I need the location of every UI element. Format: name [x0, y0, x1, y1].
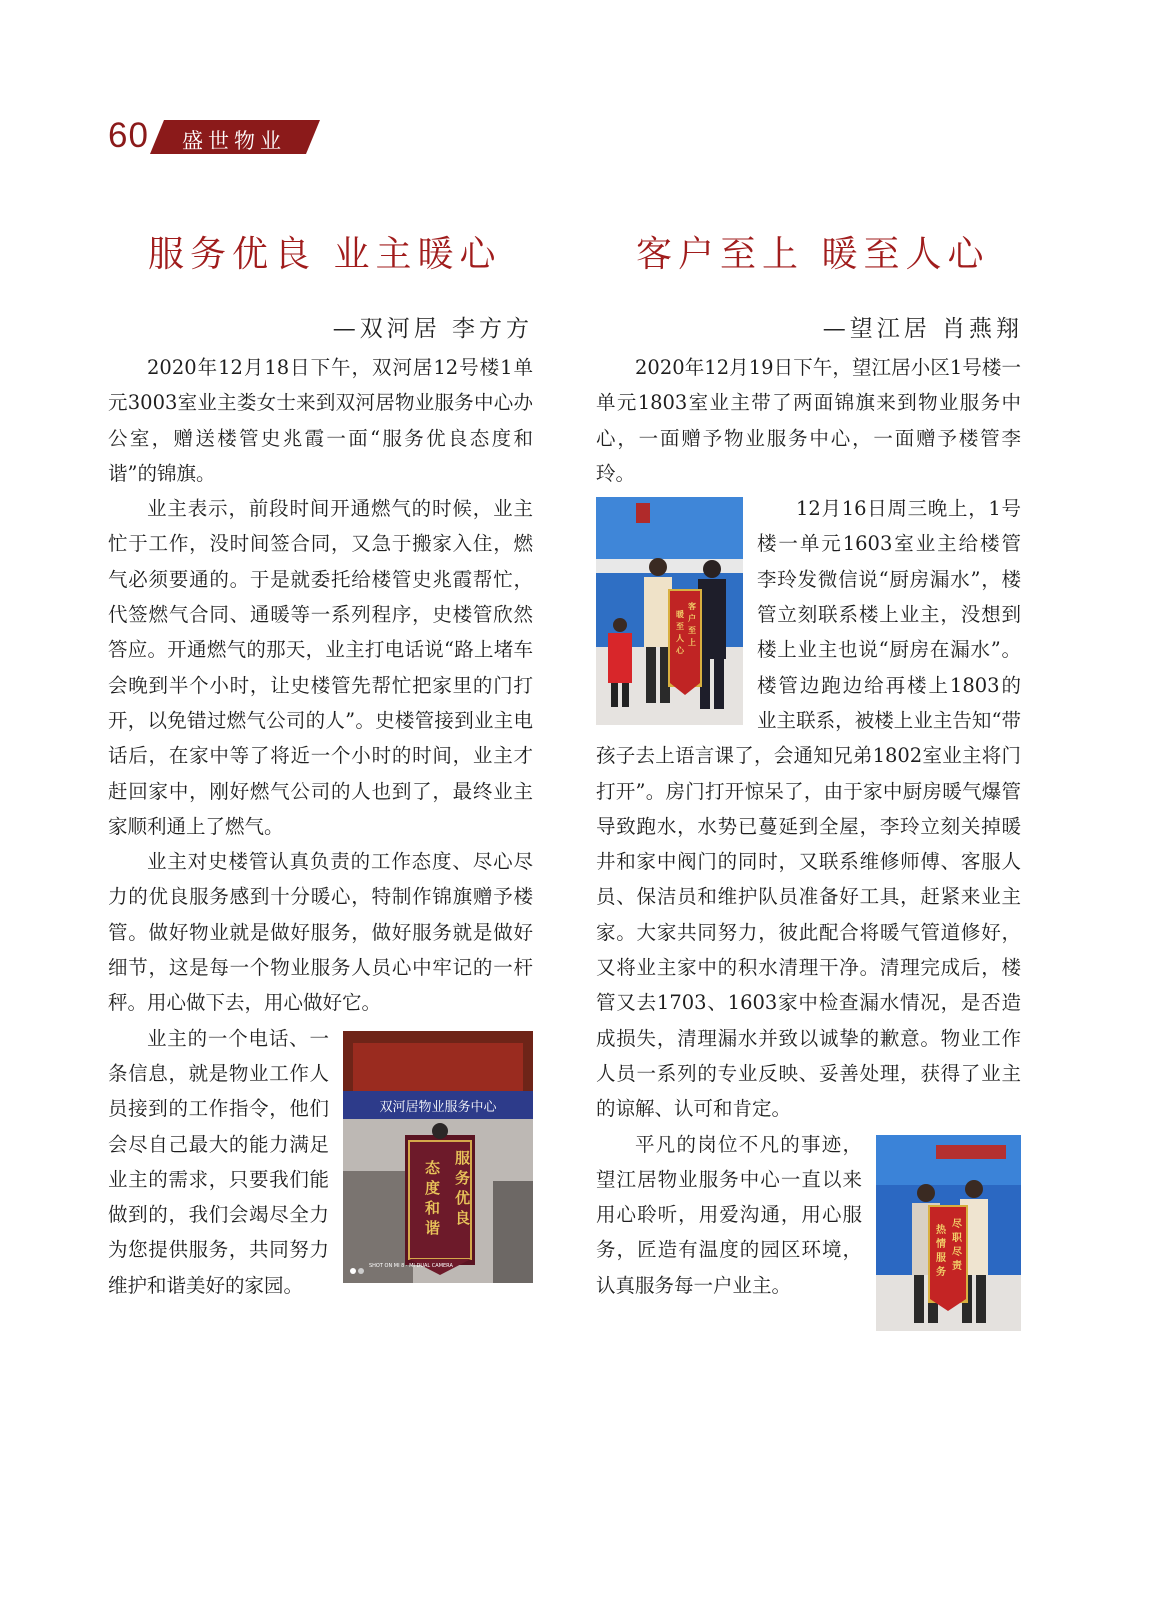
svg-text:暖: 暖	[676, 609, 684, 620]
banner-main-1: 服	[455, 1148, 471, 1167]
svg-text:责: 责	[952, 1260, 962, 1272]
svg-text:务: 务	[936, 1266, 946, 1278]
paragraph: 业主的一个电话、一条信息，就是物业工作人员接到的工作指令，他们会尽自己最大的能力满足业主的需求，只要我们能做到的，我们会竭尽全力为您提供服务，共同努力维护和谐美好的家园。	[108, 1026, 329, 1297]
svg-text:情: 情	[936, 1238, 946, 1250]
section-title: 盛世物业	[182, 129, 286, 153]
photo-banner-wangjiang-1	[596, 497, 743, 725]
svg-text:至: 至	[688, 625, 696, 636]
svg-text:务: 务	[455, 1168, 471, 1187]
svg-text:户: 户	[688, 613, 696, 624]
svg-text:职: 职	[952, 1232, 962, 1244]
paragraph: 2020年12月18日下午，双河居12号楼1单元3003室业主娄女士来到双河居物业服务中心办公室，赠送楼管史兆霞一面“服务优良态度和谐”的锦旗。	[108, 356, 533, 485]
svg-text:心: 心	[676, 645, 684, 656]
svg-text:良: 良	[455, 1208, 471, 1227]
paragraph: 2020年12月19日下午，望江居小区1号楼一单元1803室业主带了两面锦旗来到物业服务中心，一面赠予物业服务中心，一面赠予楼管李玲。	[596, 356, 1021, 485]
article-title-right: 客户至上 暖至人心	[636, 234, 990, 275]
svg-text:人: 人	[676, 633, 684, 644]
svg-text:上: 上	[688, 637, 696, 648]
page-number: 60	[108, 116, 149, 155]
camera-watermark: SHOT ON MI 8 · MI DUAL CAMERA	[369, 1262, 453, 1269]
svg-text:尽: 尽	[952, 1246, 962, 1258]
svg-text:优: 优	[455, 1188, 471, 1207]
photo-banner-wangjiang-2	[876, 1135, 1021, 1331]
paragraph: 12月16日周三晚上，1号楼一单元1603室业主给楼管李玲发微信说“厨房漏水”，楼管立刻联系楼上业主，没想到楼上业主也说“厨房在漏水”。楼管边跑边给再楼上1803的业主联系，被楼上业主告知“带孩子去上语言课了，会通知兄弟1802室业主将门打开”。房门打开惊呆了，由于家中厨房暖气爆管导致跑水，水势已蔓延到全屋，李玲立刻关掉暖井和家中阀门的同时，又联系维修师傅、客服人员、保洁员和维护队员准备好工具，赶紧来业主家。大家共同努力，彼此配合将暖气管道修好，又将业主家中的积水清理干净。清理完成后，楼管又去1703、1603家中检查漏水情况，是否造成损失，清理漏水并致以诚挚的歉意。物业工作人员一系列的专业反映、妥善处理，获得了业主的谅解、认可和肯定。	[596, 497, 1021, 1121]
paragraph: 业主对史楼管认真负责的工作态度、尽心尽力的优良服务感到十分暖心，特制作锦旗赠予楼管。做好物业就是做好服务，做好服务就是做好细节，这是每一个物业服务人员心中牢记的一杆秤。用心做下去，用心做好它。	[108, 850, 533, 1015]
svg-text:和: 和	[425, 1198, 441, 1217]
article-body-right	[596, 350, 1021, 1335]
banner-text: 尽	[952, 1218, 962, 1230]
section-tab	[150, 120, 320, 154]
wall-sign-text: 双河居物业服务中心	[379, 1099, 497, 1115]
svg-text:至: 至	[676, 621, 684, 632]
article-byline-right: —望江居 肖燕翔	[822, 316, 1023, 342]
photo-banner-shuanghe	[343, 1031, 533, 1283]
svg-text:态: 态	[425, 1158, 441, 1177]
svg-text:谐: 谐	[425, 1218, 441, 1237]
banner-text: 客	[688, 601, 696, 612]
svg-text:服: 服	[936, 1252, 946, 1264]
article-title-left: 服务优良 业主暖心	[148, 234, 502, 275]
svg-text:度: 度	[425, 1178, 441, 1197]
article-byline-left: —双河居 李方方	[332, 316, 533, 342]
paragraph: 平凡的岗位不凡的事迹，望江居物业服务中心一直以来用心聆听，用爱沟通，用心服务，匠造有温度的园区环境，认真服务每一户业主。	[596, 1132, 862, 1297]
svg-text:热: 热	[936, 1224, 946, 1236]
paragraph: 业主表示，前段时间开通燃气的时候，业主忙于工作，没时间签合同，又急于搬家入住，燃气必须要通的。于是就委托给楼管史兆霞帮忙，代签燃气合同、通暖等一系列程序，史楼管欣然答应。开通燃气的那天，业主打电话说“路上堵车会晚到半个小时，让史楼管先帮忙把家里的门打开，以免错过燃气公司的人”。史楼管接到业主电话后，在家中等了将近一个小时的时间，业主才赶回家中，刚好燃气公司的人也到了，最终业主家顺利通上了燃气。	[108, 497, 533, 838]
article-body-left	[108, 350, 533, 1303]
